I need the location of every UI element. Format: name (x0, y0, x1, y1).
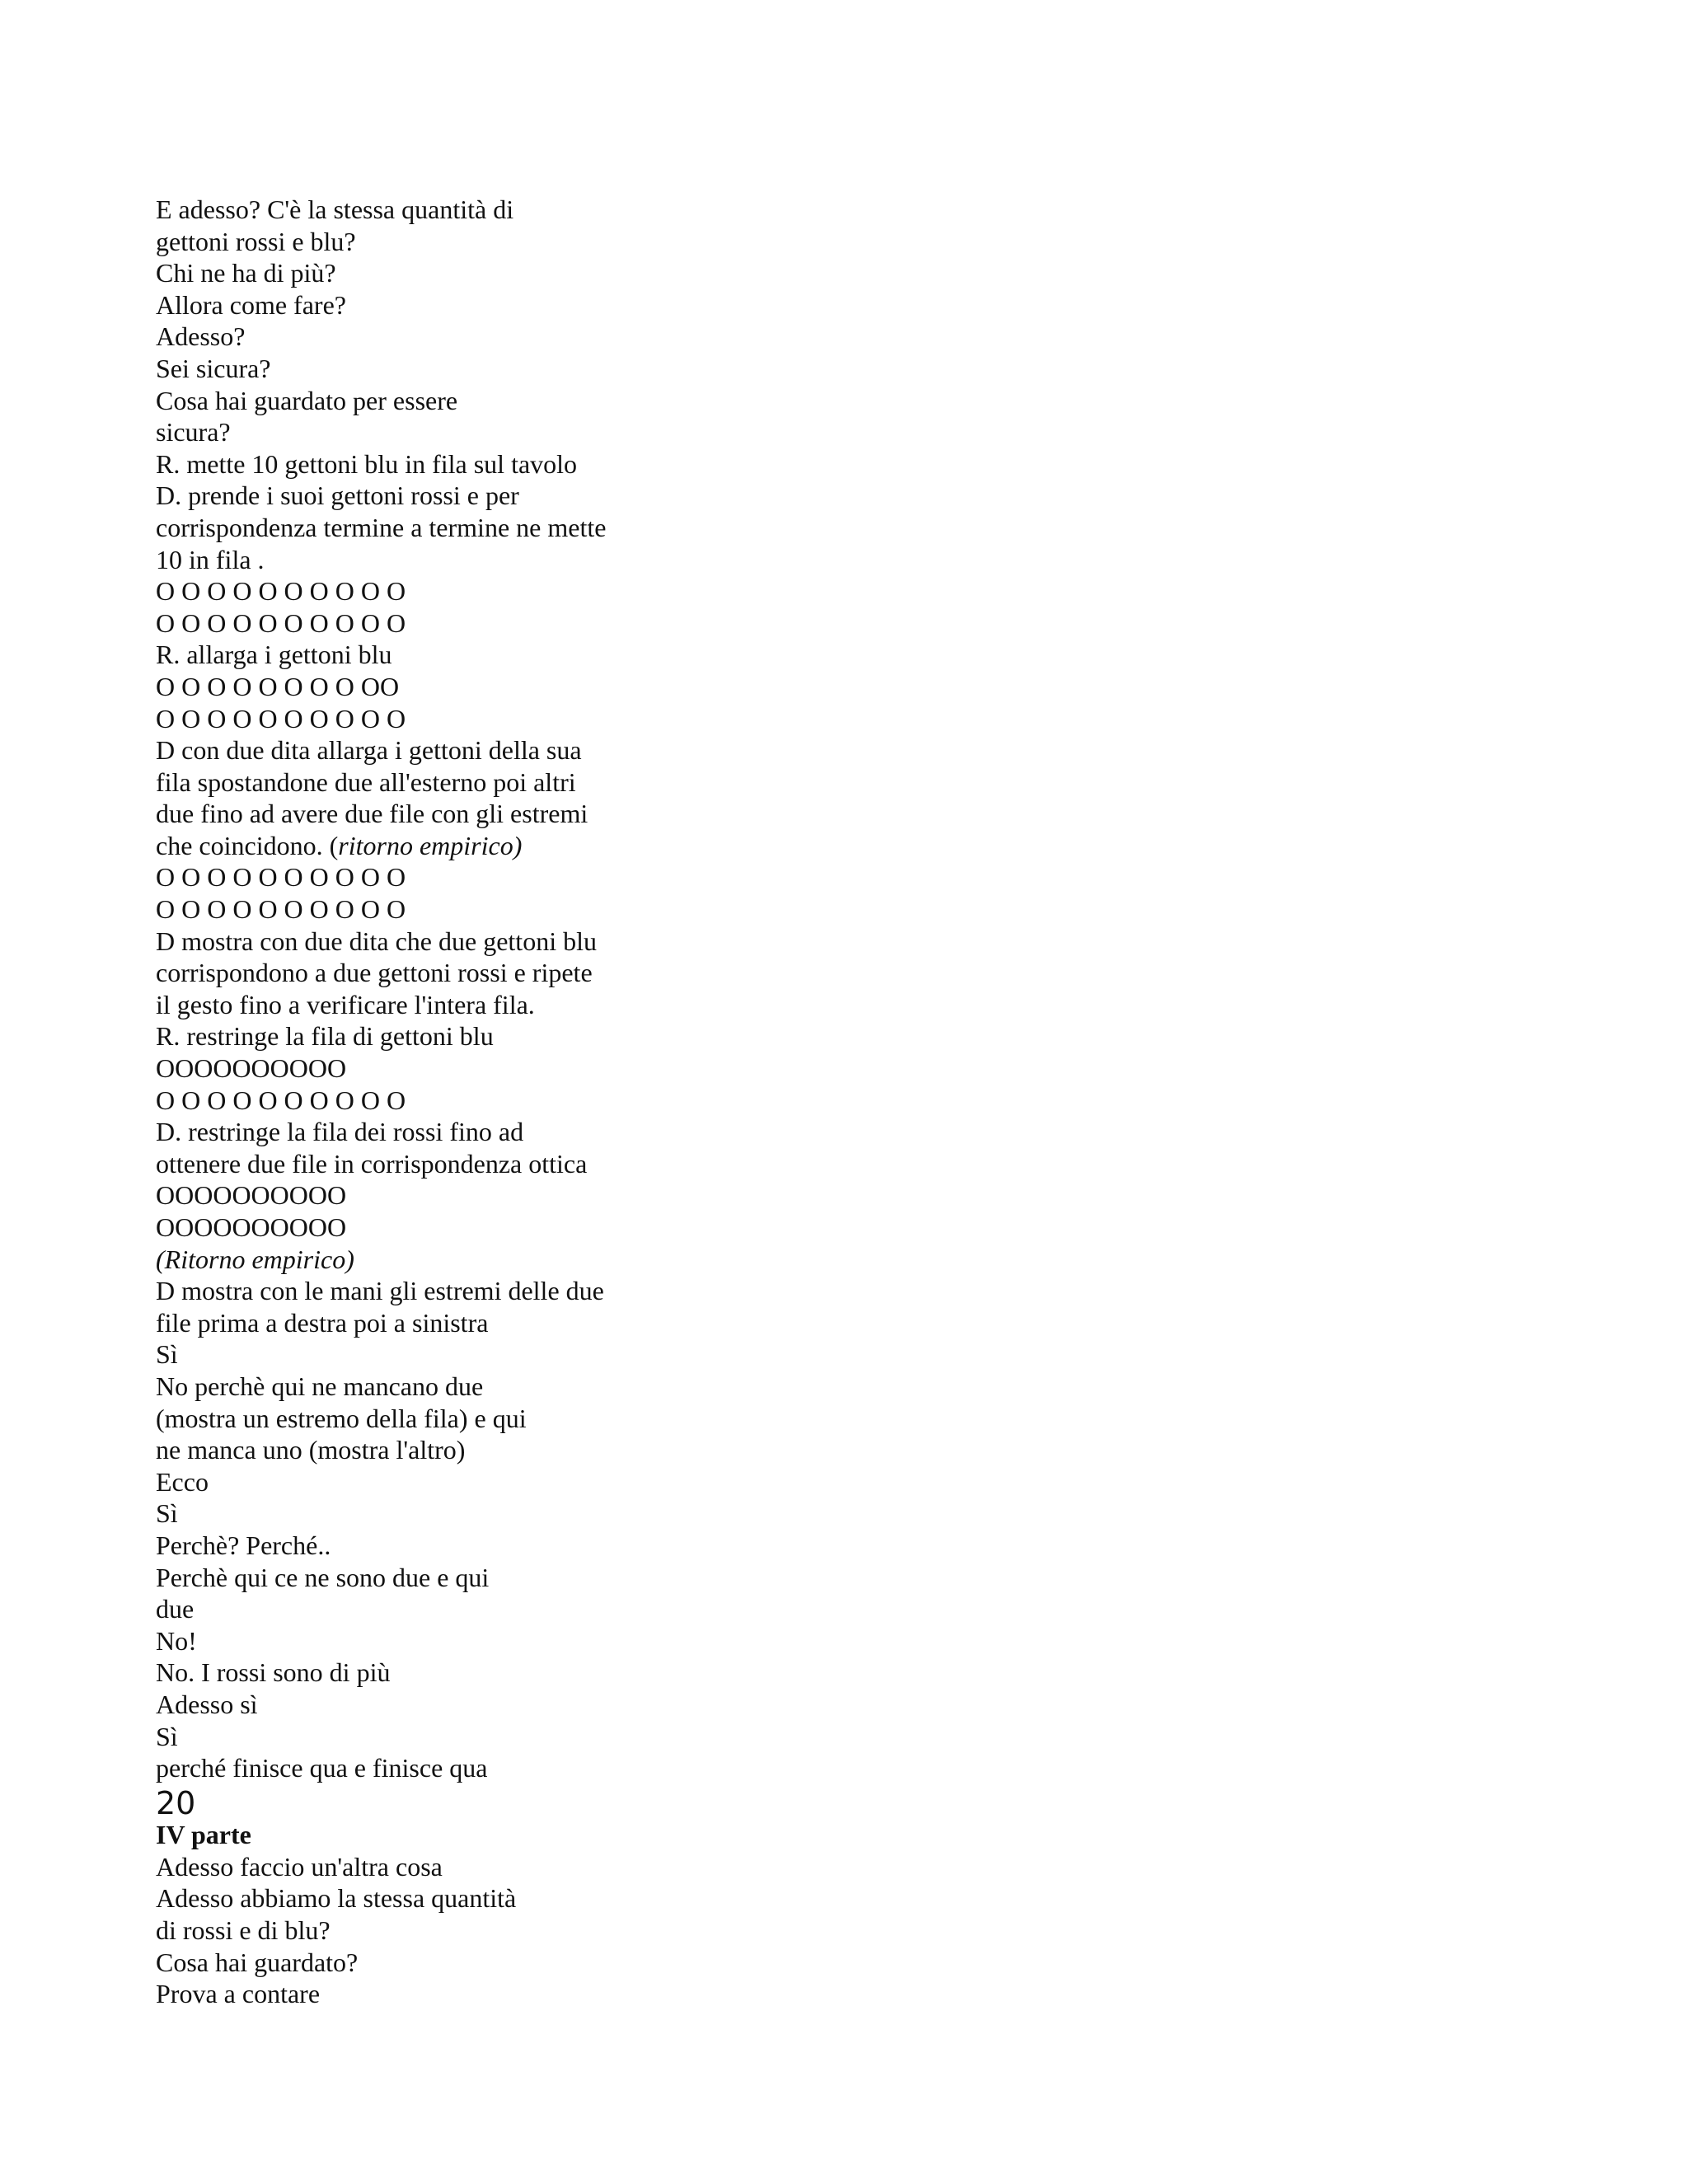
text-line: Adesso abbiamo la stessa quantità (156, 1883, 517, 1914)
text-line: gettoni rossi e blu? (156, 226, 356, 256)
text-line: Sei sicura? (156, 353, 271, 383)
text-line: D mostra con due dita che due gettoni blu (156, 926, 597, 956)
text-line: fila spostandone due all'esterno poi altri (156, 766, 576, 797)
text-line: No perchè qui ne mancano due (156, 1371, 484, 1401)
text-line: sicura? (156, 417, 231, 448)
text-line: corrispondenza termine a termine ne mette (156, 512, 607, 542)
text-line: due (156, 1594, 195, 1624)
text-line: O O O O O O O O O O (156, 607, 406, 638)
text-line: file prima a destra poi a sinistra (156, 1307, 489, 1338)
text-line: il gesto fino a verificare l'intera fila. (156, 989, 535, 1019)
text-line: perché finisce qua e finisce qua (156, 1753, 488, 1783)
text-line: No. I rossi sono di più (156, 1657, 391, 1688)
text-line: OOOOOOOOOO (156, 1212, 347, 1242)
text-line: Prova a contare (156, 1979, 321, 2009)
text-line: Perchè qui ce ne sono due e qui (156, 1562, 490, 1592)
text-line: (mostra un estremo della fila) e qui (156, 1403, 527, 1433)
transcript-text (156, 194, 898, 2010)
text-line: No! (156, 1625, 197, 1656)
text-line-prefix: che coincidono. ( (156, 830, 339, 860)
text-line: Chi ne ha di più? (156, 258, 336, 288)
text-line: D. prende i suoi gettoni rossi e per (156, 480, 519, 511)
text-line: Perchè? Perché.. (156, 1530, 331, 1560)
text-line: Adesso? (156, 321, 246, 352)
text-line: O O O O O O O O O O (156, 862, 406, 893)
italic-note-text: (Ritorno empirico) (156, 1244, 354, 1274)
text-line-mixed (156, 830, 898, 862)
text-line: O O O O O O O O O O (156, 576, 406, 607)
text-line: O O O O O O O O O O (156, 894, 406, 925)
text-line: O O O O O O O O O O (156, 1085, 406, 1115)
text-line: R. mette 10 gettoni blu in fila sul tavolo (156, 448, 578, 479)
text-line: OOOOOOOOOO (156, 1180, 347, 1211)
text-line: Cosa hai guardato? (156, 1947, 359, 1977)
text-line: Sì (156, 1339, 178, 1370)
italic-note-line (156, 1244, 898, 1276)
text-line: E adesso? C'è la stessa quantità di (156, 194, 514, 224)
text-line: O O O O O O O O OO (156, 671, 400, 701)
text-line: Cosa hai guardato per essere (156, 385, 458, 415)
text-line: di rossi e di blu? (156, 1915, 331, 1946)
text-line: R. restringe la fila di gettoni blu (156, 1021, 494, 1052)
text-line: Allora come fare? (156, 289, 346, 320)
text-line: OOOOOOOOOO (156, 1053, 347, 1084)
text-line: 10 in fila . (156, 544, 265, 574)
text-line: D. restringe la fila dei rossi fino ad (156, 1117, 524, 1147)
text-line: O O O O O O O O O O (156, 703, 406, 733)
text-line: ottenere due file in corrispondenza ottica (156, 1148, 588, 1179)
transcript-part-4 (156, 1851, 898, 2010)
transcript-part-3 (156, 1275, 898, 1784)
transcript-part-2 (156, 861, 898, 1243)
section-heading: IV parte (156, 1820, 251, 1850)
text-line: Sì (156, 1721, 178, 1751)
text-line: due fino ad avere due file con gli estremi (156, 799, 588, 829)
text-line: D con due dita allarga i gettoni della sua (156, 735, 582, 766)
text-line: D mostra con le mani gli estremi delle due (156, 1276, 604, 1306)
transcript-part-1 (156, 194, 898, 830)
text-line: ne manca uno (mostra l'altro) (156, 1435, 466, 1465)
text-line: Sì (156, 1498, 178, 1529)
text-line: Adesso sì (156, 1689, 258, 1719)
text-line: Ecco (156, 1466, 209, 1497)
text-line: Adesso faccio un'altra cosa (156, 1851, 443, 1882)
text-line: R. allarga i gettoni blu (156, 640, 392, 670)
text-line-italic-note: ritorno empirico) (338, 830, 523, 860)
text-line: corrispondono a due gettoni rossi e ripete (156, 958, 593, 988)
page-number: 20 (156, 1784, 196, 1821)
